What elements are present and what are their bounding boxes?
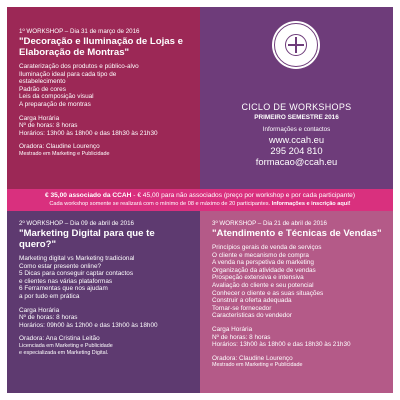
participants-note: Cada workshop somente se realizará com o mínimo de 08 e máximo de 20 participantes. — [49, 201, 271, 207]
speaker-credentials: Mestrado em Marketing e Publicidade — [212, 362, 303, 369]
list-item: Prospeção extensiva e intensiva — [212, 274, 304, 282]
list-item: Iluminação ideal para cada tipo de — [19, 70, 117, 78]
list-item: Padrão de cores — [19, 85, 66, 93]
email-link[interactable]: formacao@ccah.eu — [255, 156, 338, 167]
list-item: e clientes nas várias plataformas — [19, 277, 113, 285]
workshop-2-panel — [7, 200, 200, 393]
workshop-2-date: 2º WORKSHOP – Dia 09 de abril de 2016 — [19, 220, 134, 227]
workshop-1-panel — [7, 7, 200, 200]
info-panel — [200, 7, 393, 200]
cycle-title: CICLO DE WORKSHOPS — [241, 102, 352, 112]
list-item: O cliente e mecanismo de compra — [212, 251, 309, 259]
workshop-3-title: "Atendimento e Técnicas de Vendas" — [212, 228, 382, 239]
speaker-credentials: e especializada em Marketing Digital. — [19, 349, 109, 356]
price-banner[interactable] — [7, 189, 393, 211]
workshop-2-title: "Marketing Digital para que te quero?" — [19, 228, 155, 250]
cycle-subtitle: PRIMEIRO SEMESTRE 2016 — [254, 114, 339, 121]
workshop-1-title: "Decoração e Iluminação de Lojas e Elaboração de Montras" — [19, 36, 183, 58]
hours-count: Nº de horas: 8 horas — [19, 122, 78, 130]
list-item: Caraterização dos produtos e público-alvo — [19, 63, 139, 70]
chamber-seal-logo — [272, 21, 320, 69]
list-item: A venda na perspetiva de marketing — [212, 259, 314, 267]
list-item: Conhecer o cliente e as suas situações — [212, 289, 324, 297]
list-item: A preparação de montras — [19, 100, 91, 108]
list-item: estabelecimento — [19, 78, 66, 86]
schedule: Horários: 13h00 às 18h00 e das 18h30 às 21h30 — [212, 341, 351, 349]
list-item: Tornar-se fornecedor — [212, 304, 272, 312]
non-member-price: - € 45,00 para não associados (preço por workshop e por cada participante) — [131, 192, 356, 199]
speaker-credentials: Mestrado em Marketing e Publicidade — [19, 150, 110, 157]
list-item: Marketing digital vs Marketing tradicional — [19, 255, 135, 262]
speaker-name: Oradora: Ana Cristina Leitão — [19, 335, 100, 343]
hours-count: Nº de horas: 8 horas — [212, 333, 271, 341]
list-item: Características do vendedor — [212, 312, 292, 320]
list-item: Avaliação do cliente e seu potencial — [212, 281, 314, 289]
schedule: Horários: 09h00 às 12h00 e das 13h00 às 18h00 — [19, 321, 158, 329]
schedule: Horários: 13h00 às 18h00 e das 18h30 às 21h30 — [19, 129, 158, 137]
list-item: Organização da atividade de vendas — [212, 266, 316, 274]
list-item: a por tudo em prática — [19, 292, 80, 300]
speaker-name: Oradora: Claudine Lourenço — [212, 354, 293, 362]
signup-link[interactable]: Informações e inscrição aqui! — [270, 201, 351, 207]
list-item: 5 Dicas para conseguir captar contactos — [19, 270, 134, 278]
workshop-1-date: 1º WORKSHOP – Dia 31 de março de 2016 — [19, 28, 140, 35]
website-link[interactable]: www.ccah.eu — [268, 134, 325, 145]
member-price: € 35,00 associado da CCAH — [44, 192, 132, 199]
list-item: Como estar presente online? — [19, 262, 102, 270]
list-item: 6 Ferramentas que nos ajudam — [19, 285, 108, 293]
speaker-name: Oradora: Claudine Lourenço — [19, 143, 100, 151]
list-item: Leis da composição visual — [19, 93, 94, 101]
contacts-label: Informações e contactos — [262, 126, 331, 133]
workload-label: Carga Horária — [19, 114, 60, 122]
workload-label: Carga Horária — [19, 306, 60, 314]
list-item: Construir a oferta adequada — [212, 297, 292, 305]
workload-label: Carga Horária — [212, 325, 253, 333]
hours-count: Nº de horas: 8 horas — [19, 314, 78, 322]
workshop-3-panel — [200, 200, 393, 393]
workshop-3-date: 3º WORKSHOP – Dia 21 de abril de 2016 — [212, 220, 327, 227]
list-item: Princípios gerais de venda de serviços — [212, 244, 322, 251]
phone-number: 295 204 810 — [270, 145, 323, 156]
speaker-credentials: Licenciada em Marketing e Publicidade — [19, 342, 113, 349]
